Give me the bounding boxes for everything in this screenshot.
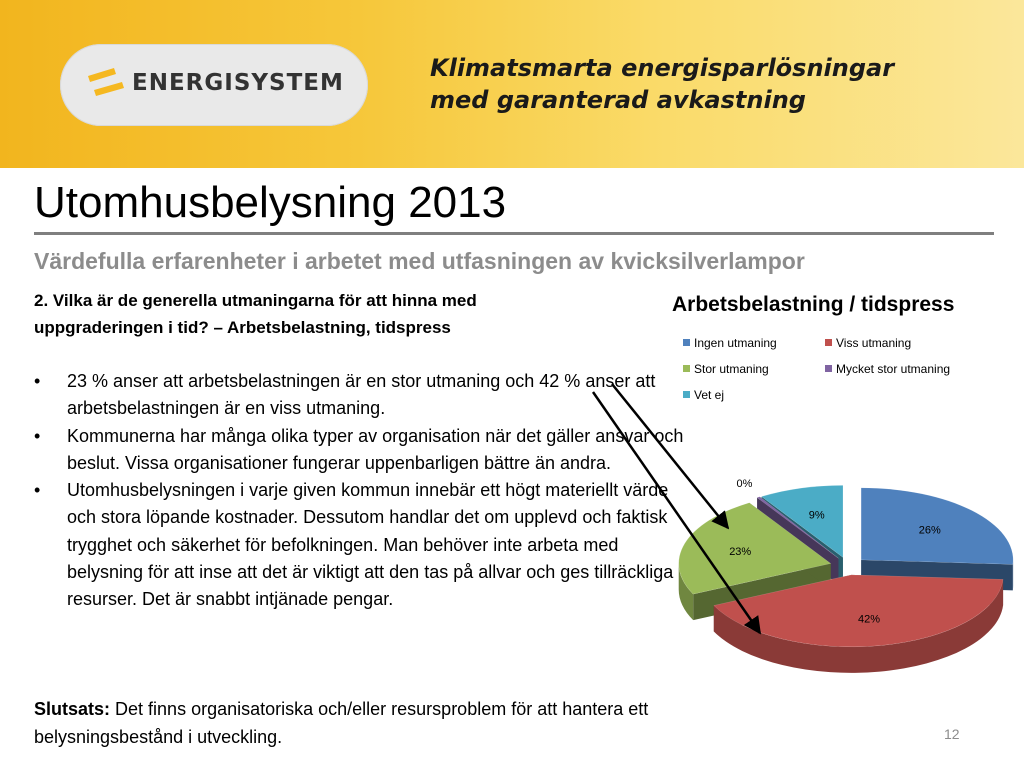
legend-label: Ingen utmaning xyxy=(694,336,777,350)
pie-data-label: 26% xyxy=(918,524,941,537)
chart-title: Arbetsbelastning / tidspress xyxy=(672,293,955,316)
legend-label: Vet ej xyxy=(694,388,725,402)
arrow-to-stor-utmaning xyxy=(612,384,728,528)
tagline-line-2: med garanterad avkastning xyxy=(430,86,806,114)
bullet-item: • 23 % anser att arbetsbelastningen är en stor utmaning och 42 % anser att arbetsbelastningen är en viss utmaning. xyxy=(34,368,684,423)
slide-title: Utomhusbelysning 2013 xyxy=(34,178,507,227)
legend-label: Mycket stor utmaning xyxy=(836,362,951,376)
pie-data-label: 42% xyxy=(858,613,881,626)
conclusion-text: Det finns organisatoriska och/eller resursproblem för att hantera ett belysningsbestånd i utveckling. xyxy=(34,699,649,747)
legend-label: Stor utmaning xyxy=(694,362,769,376)
conclusion-label: Slutsats: xyxy=(34,699,111,719)
bullet-item: • Utomhusbelysningen i varje given kommun innebär ett högt materiellt värde och stora löpande kostnader. Dessutom handlar det om upplevd och faktisk trygghet och säkerhet för befolkningen. Man behöver inte arbeta med belysning för att inse att det är viktigt att den tas på allvar och ges tillräckliga resurser. Det är snabbt intjänade pengar. xyxy=(34,477,684,613)
page-number: 12 xyxy=(944,726,960,742)
pie-data-label: 0% xyxy=(736,478,753,491)
legend-label: Viss utmaning xyxy=(836,336,912,350)
question-text: 2. Vilka är de generella utmaningarna för att hinna med uppgraderingen i tid? – Arbetsbelastning, tidspress xyxy=(34,291,477,337)
pie-data-label: 9% xyxy=(808,509,825,522)
pie-data-label: 23% xyxy=(729,546,752,559)
slide-subtitle: Värdefulla erfarenheter i arbetet med utfasningen av kvicksilverlampor xyxy=(34,248,805,274)
logo-text: ENERGISYSTEM xyxy=(132,70,344,96)
tagline-line-1: Klimatsmarta energisparlösningar xyxy=(430,54,895,82)
bullet-item: • Kommunerna har många olika typer av organisation när det gäller ansvar och beslut. Vissa organisationer fungerar uppenbarligen bättre än andra. xyxy=(34,423,684,478)
